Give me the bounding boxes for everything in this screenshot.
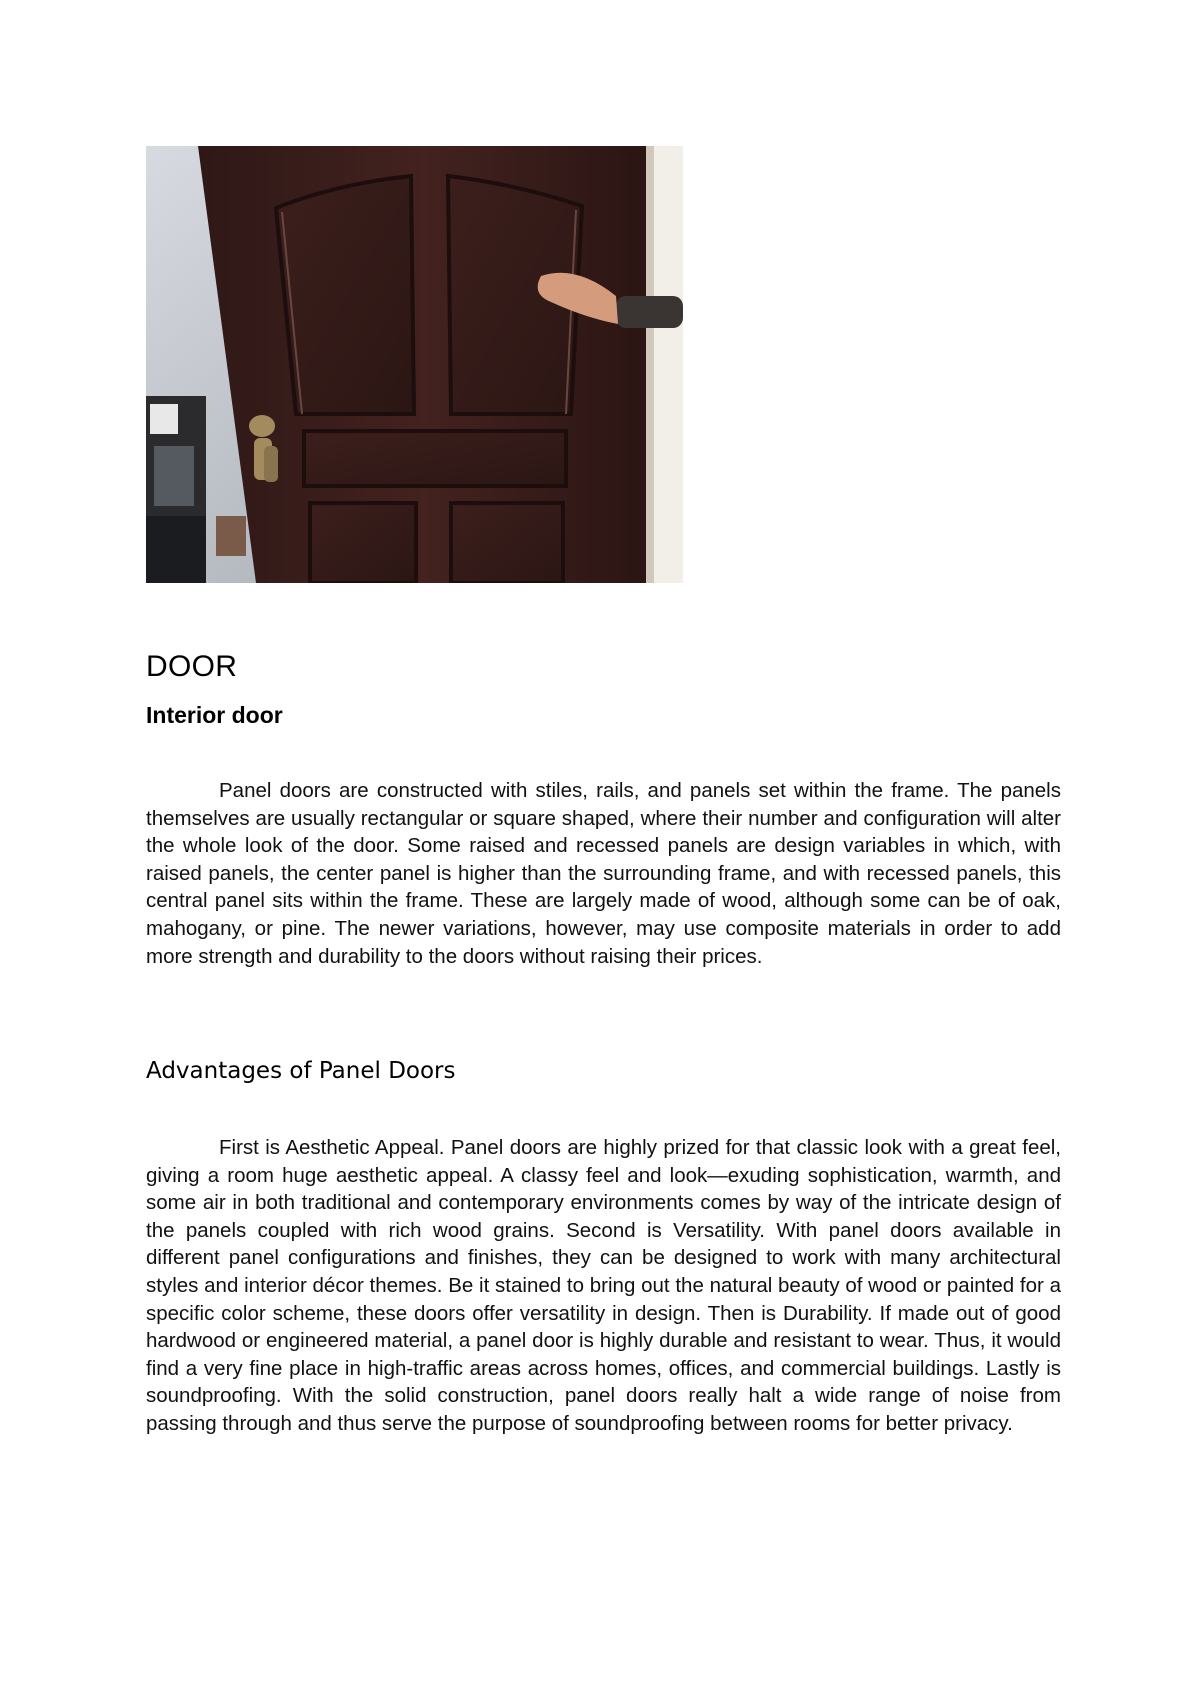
- intro-paragraph: Panel doors are constructed with stiles, rails, and panels set within the frame. The panels themselves are usually rectangular or square shaped, where their number and configuration will alter the whole look of the door. Some raised and recessed panels are design variables in which, with raised panels, the center panel is higher than the surrounding frame, and with recessed panels, this central panel sits within the frame. These are largely made of wood, although some can be of oak, mahogany, or pine. The newer variations, however, may use composite materials in order to add more strength and durability to the doors without raising their prices.: [146, 779, 1061, 968]
- section-heading: Advantages of Panel Doors: [146, 1058, 456, 1084]
- door-photo: [146, 146, 683, 583]
- page-title: DOOR: [146, 650, 238, 683]
- page-subtitle: Interior door: [146, 702, 283, 728]
- advantages-paragraph: First is Aesthetic Appeal. Panel doors are highly prized for that classic look with a great feel, giving a room huge aesthetic appeal. A classy feel and look—exuding sophistication, warmth, and some air in both traditional and contemporary environments comes by way of the intricate design of the panels coupled with rich wood grains. Second is Versatility. With panel doors available in different panel configurations and finishes, they can be designed to work with many architectural styles and interior décor themes. Be it stained to bring out the natural beauty of wood or painted for a specific color scheme, these doors offer versatility in design. Then is Durability. If made out of good hardwood or engineered material, a panel door is highly durable and resistant to wear. Thus, it would find a very fine place in high-traffic areas across homes, offices, and commercial buildings. Lastly is soundproofing. With the solid construction, panel doors really halt a wide range of noise from passing through and thus serve the purpose of soundproofing between rooms for better privacy.: [146, 1136, 1061, 1435]
